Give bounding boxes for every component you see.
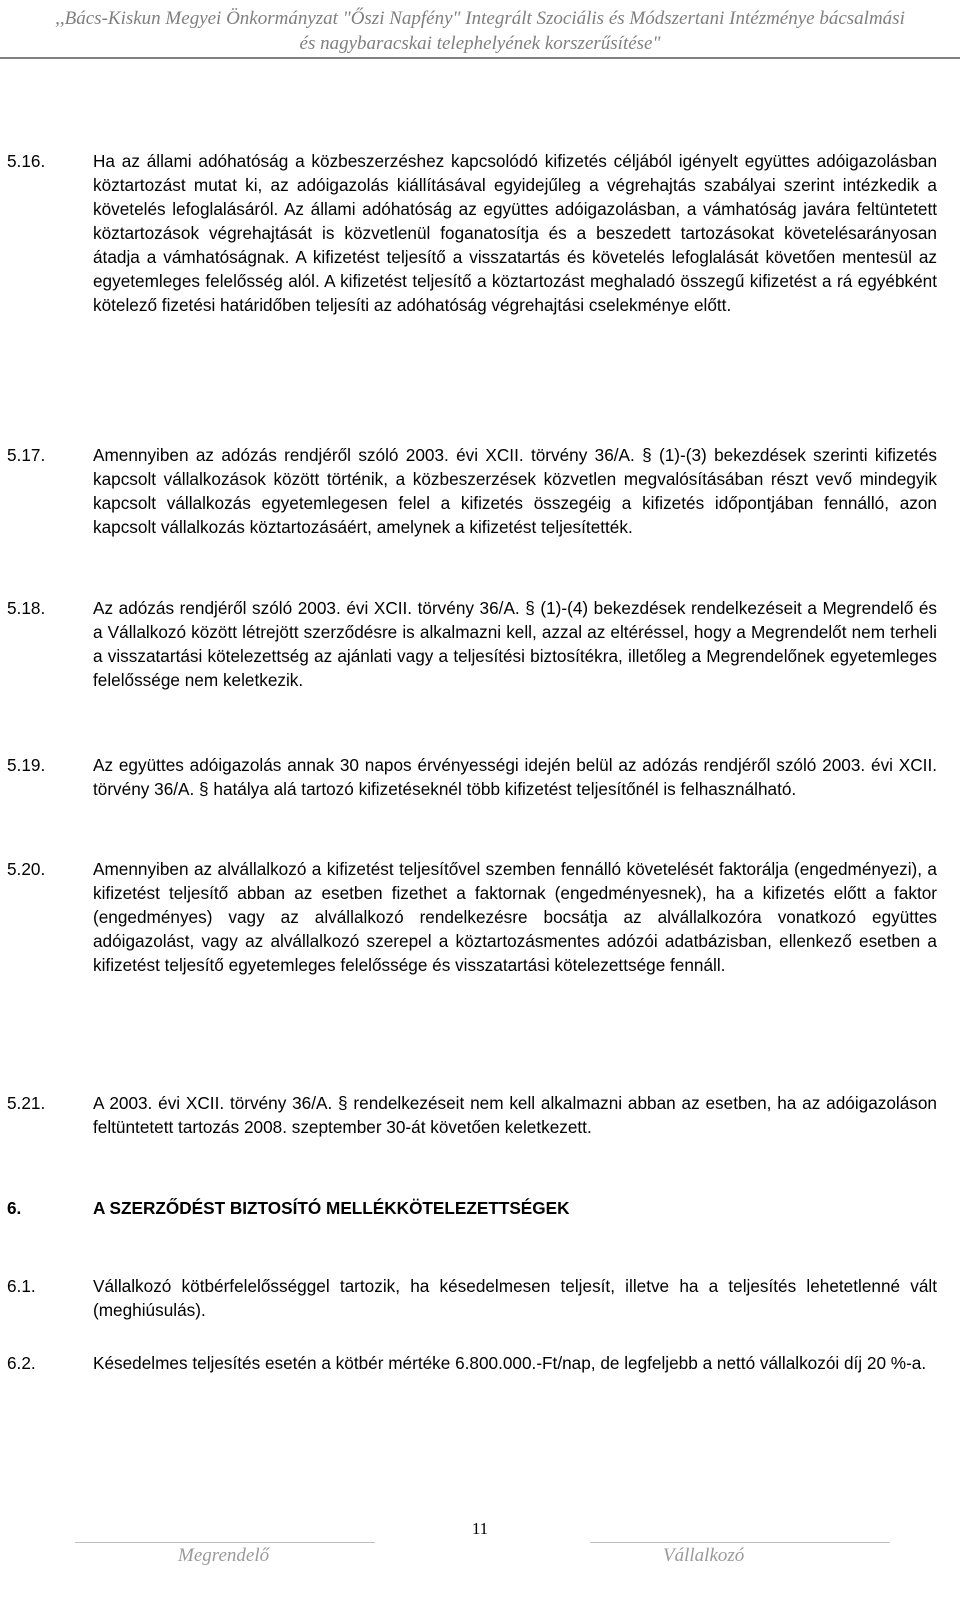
clause-text: A 2003. évi XCII. törvény 36/A. § rendelkezéseit nem kell alkalmazni abban az esetben, ha az adóigazoláson feltüntetett tartozás 2008. szeptember 30-át követően keletkezett. <box>93 1093 937 1137</box>
clause-6-2 <box>7 1351 937 1375</box>
header-title-line1: ,,Bács-Kiskun Megyei Önkormányzat "Őszi Napfény" Integrált Szociális és Módszertani Intézménye bácsalmási <box>55 8 905 29</box>
clause-text: Késedelmes teljesítés esetén a kötbér mértéke 6.800.000.-Ft/nap, de legfeljebb a nettó vállalkozói díj 20 %-a. <box>93 1353 927 1373</box>
clause-5-20 <box>7 857 937 977</box>
section-6-heading <box>7 1196 937 1220</box>
clause-number: 5.19. <box>7 755 46 775</box>
clause-number: 6.2. <box>7 1353 36 1373</box>
signature-label-megrendelo: Megrendelő <box>178 1545 270 1566</box>
header-divider <box>0 57 960 59</box>
clause-5-19 <box>7 753 937 801</box>
clause-number: 5.18. <box>7 598 46 618</box>
clause-5-21 <box>7 1091 937 1139</box>
clause-number: 5.21. <box>7 1093 46 1113</box>
header-title-line2: és nagybaracskai telephelyének korszerűsítése" <box>299 33 661 54</box>
clause-number: 5.20. <box>7 859 46 879</box>
clause-text: Amennyiben az adózás rendjéről szóló 2003. évi XCII. törvény 36/A. § (1)-(3) bekezdések szerinti kifizetés kapcsolt vállalkozások között történik, a közbeszerzések közvetlen megvalósításában részt vevő mindegyik kapcsolt vállalkozás egyetemlegesen felel a kifizetés összegéig a kifizetés időpontjában fennálló, azon kapcsolt vállalkozás köztartozásáért, amelynek a kifizetést teljesítették. <box>93 445 937 537</box>
section-number: 6. <box>7 1198 22 1218</box>
clause-number: 5.16. <box>7 151 46 171</box>
clause-text: Vállalkozó kötbérfelelősséggel tartozik, ha késedelmesen teljesít, illetve ha a teljesítés lehetetlenné vált (meghiúsulás). <box>93 1276 937 1320</box>
signature-line-right <box>590 1542 890 1543</box>
clause-text: Amennyiben az alvállalkozó a kifizetést teljesítővel szemben fennálló követelését faktorálja (engedményezi), a kifizetést teljesítő abban az esetben fizethet a faktornak (engedményesnek), ha a kifizetés előtt a faktor (engedményes) vagy az alvállalkozó rendelkezésre bocsátja az alvállalkozóra vonatkozó együttes adóigazolást, vagy az alvállalkozó szerepel a köztartozásmentes adózói adatbázisban, ellenkező esetben a kifizetést teljesítő egyetemleges felelőssége és visszatartási kötelezettsége fennáll. <box>93 859 937 975</box>
clause-text: Ha az állami adóhatóság a közbeszerzéshez kapcsolódó kifizetés céljából igényelt együttes adóigazolásban köztartozást mutat ki, az adóigazolás kiállításával egyidejűleg a végrehajtás szabályai szerint intézkedik a követelés lefoglalásáról. Az állami adóhatóság az együttes adóigazolásban, a vámhatóság javára feltüntetett köztartozások végrehajtását is közvetlenül foganatosítja és a beszedett tartozásokat követelésarányosan átadja a vámhatóságnak. A kifizetést teljesítő a visszatartás és követelés lefoglalását követően mentesül az egyetemleges felelősség alól. A kifizetést teljesítő a köztartozást meghaladó összegű kifizetést a rá egyébként kötelező fizetési határidőben teljesíti az adóhatóság végrehajtási cselekménye előtt. <box>93 151 937 315</box>
page-number: 11 <box>471 1519 489 1538</box>
section-title: A SZERZŐDÉST BIZTOSÍTÓ MELLÉKKÖTELEZETTSÉGEK <box>93 1198 570 1218</box>
clause-number: 6.1. <box>7 1276 36 1296</box>
clause-text: Az adózás rendjéről szóló 2003. évi XCII. törvény 36/A. § (1)-(4) bekezdések rendelkezéseit a Megrendelő és a Vállalkozó között létrejött szerződésre is alkalmazni kell, azzal az eltéréssel, hogy a Megrendelőt nem terheli a visszatartási kötelezettség az ajánlati vagy a teljesítési biztosítékra, illetőleg a Megrendelőnek egyetemleges felelőssége nem keletkezik. <box>93 598 937 690</box>
clause-5-16 <box>7 149 937 317</box>
clause-5-18 <box>7 596 937 692</box>
signature-label-vallalkozo: Vállalkozó <box>663 1545 745 1566</box>
signature-line-left <box>75 1542 375 1543</box>
clause-number: 5.17. <box>7 445 46 465</box>
clause-5-17 <box>7 443 937 539</box>
clause-6-1 <box>7 1274 937 1322</box>
clause-text: Az együttes adóigazolás annak 30 napos érvényességi idején belül az adózás rendjéről szóló 2003. évi XCII. törvény 36/A. § hatálya alá tartozó kifizetéseknél több kifizetést teljesítőnél is felhasználható. <box>93 755 937 799</box>
